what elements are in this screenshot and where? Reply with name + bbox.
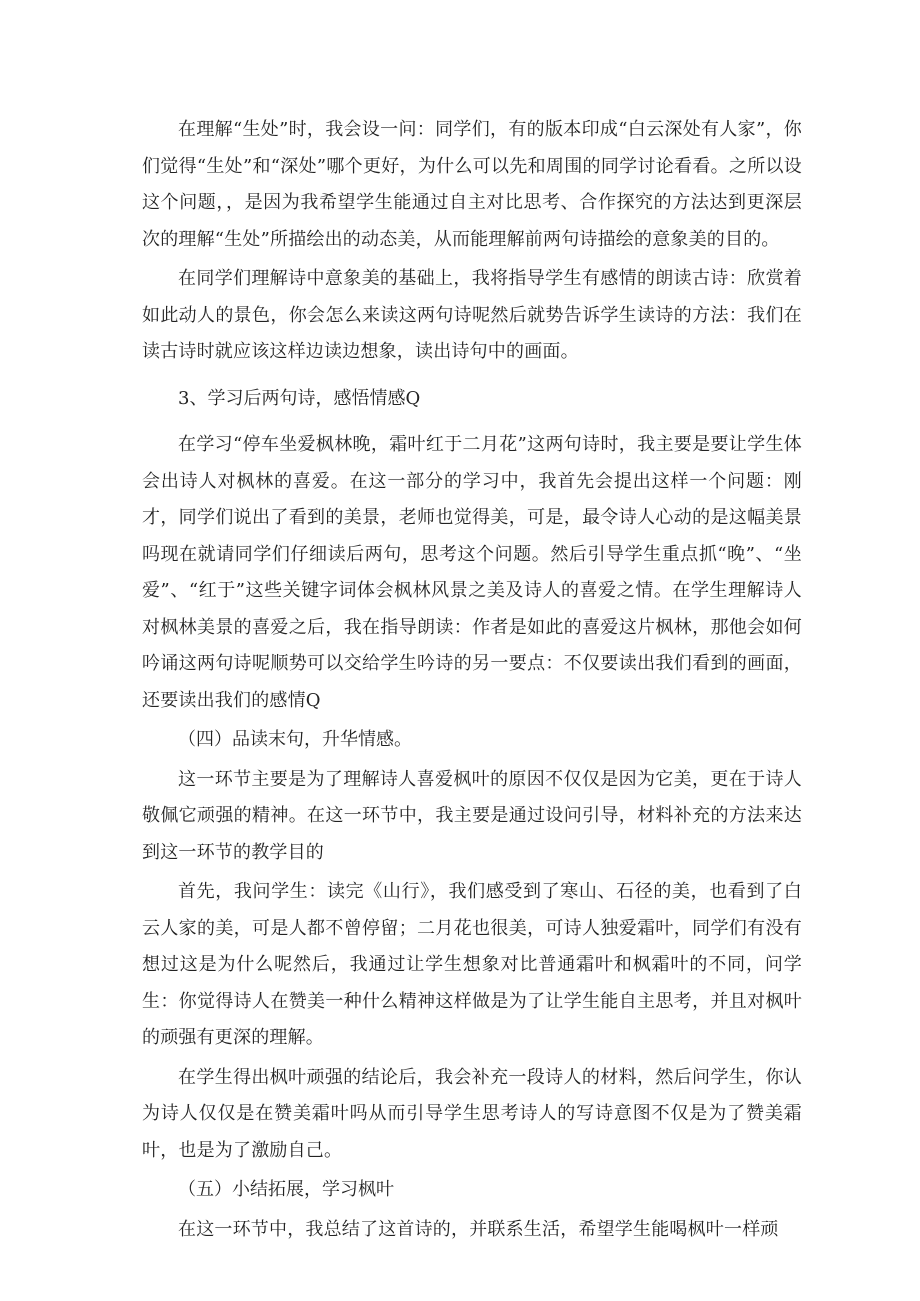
paragraph-reading-guidance: 在同学们理解诗中意象美的基础上，我将指导学生有感情的朗读古诗：欣赏着如此动人的景色，你会怎么来读这两句诗呢然后就势告诉学生读诗的方法：我们在读古诗时就应该这样边读边想象，读出诗句中的画面。 xyxy=(142,268,802,362)
paragraph-maple-forest: 在学习“停车坐爱枫林晚，霜叶红于二月花”这两句诗时，我主要是要让学生体会出诗人对枫林的喜爱。在这一部分的学习中，我首先会提出这样一个问题：刚才，同学们说出了看到的美景，老师也觉得美，可是，最令诗人心动的是这幅美景吗现在就请同学们仔细读后两句，思考这个问题。然后引导学生重点抓“晚”、“坐爱”、“红于”这些关键字词体会枫林风景之美及诗人的喜爱之情。在学生理解诗人对枫林美景的喜爱之后，我在指导朗读：作者是如此的喜爱这片枫林，那他会如何吟诵这两句诗呢顺势可以交给学生吟诗的另一要点：不仅要读出我们看到的画面，还要读出我们的感情Q xyxy=(142,434,802,711)
paragraph-poet-material: 在学生得出枫叶顽强的结论后，我会补充一段诗人的材料，然后问学生，你认为诗人仅仅是在赞美霜叶吗从而引导学生思考诗人的写诗意图不仅是为了赞美霜叶，也是为了激励自己。 xyxy=(142,1066,802,1161)
section-heading-last-two-lines: 3、学习后两句诗，感悟情感Q xyxy=(178,387,421,409)
section-heading-five: （五）小结拓展，学习枫叶 xyxy=(178,1179,394,1200)
paragraph-shengchu-question: 在理解“生处”时，我会设一问：同学们，有的版本印成“白云深处有人家”，你们觉得“生处”和“深处”哪个更好，为什么可以先和周围的同学讨论看看。之所以设这个问题，，是因为我希望学生能通过自主对比思考、合作探究的方法达到更深层次的理解“生处”所描绘出的动态美，从而能理解前两句诗描绘的意象美的目的。 xyxy=(142,119,802,250)
paragraph-first-question: 首先，我问学生：读完《山行》，我们感受到了寒山、石径的美，也看到了白云人家的美，可是人都不曾停留；二月花也很美，可诗人独爱霜叶，同学们有没有想过这是为什么呢然后，我通过让学生想象对比普通霜叶和枫霜叶的不同，问学生：你觉得诗人在赞美一种什么精神这样做是为了让学生能自主思考，并且对枫叶的顽强有更深的理解。 xyxy=(142,881,802,1048)
paragraph-purpose: 这一环节主要是为了理解诗人喜爱枫叶的原因不仅仅是因为它美，更在于诗人敬佩它顽强的精神。在这一环节中，我主要是通过设问引导，材料补充的方法来达到这一环节的教学目的 xyxy=(142,768,802,863)
document-page xyxy=(142,112,802,1248)
paragraph-summary: 在这一环节中，我总结了这首诗的，并联系生活，希望学生能喝枫叶一样顽 xyxy=(178,1218,779,1240)
section-heading-four: （四）品读末句，升华情感。 xyxy=(178,729,412,750)
